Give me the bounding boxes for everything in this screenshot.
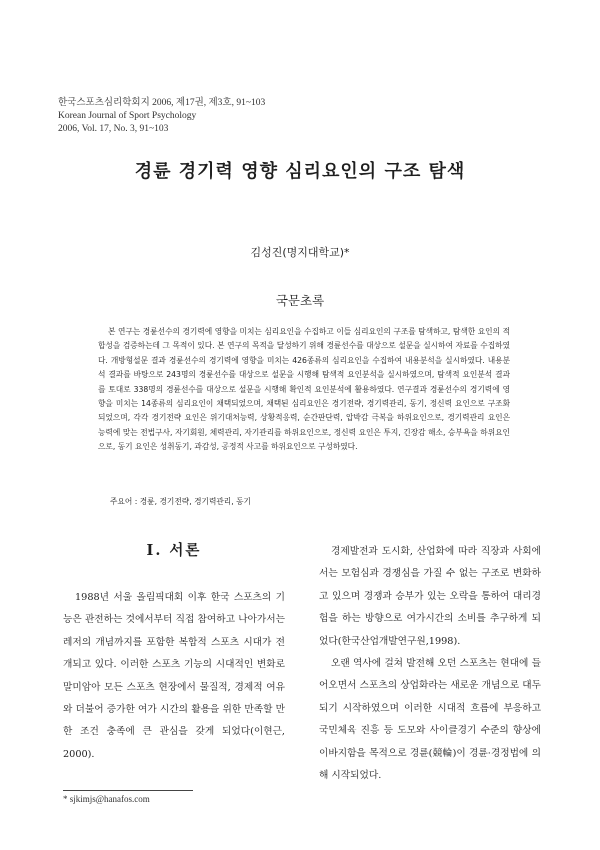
footnote-email: * sjkimjs@hanafos.com xyxy=(63,794,150,804)
intro-paragraph-2: 경제발전과 도시화, 산업화에 따라 직장과 사회에서는 모험심과 경쟁심을 가질 수 없는 구조로 변화하고 있으며 경쟁과 승부가 있는 오락을 통하여 대리경험을 하는 방향으로 여가시간의 소비를 추구하게 되었다(한국산업개발연구원,1998). xyxy=(319,546,541,647)
journal-volume-line: 2006, Vol. 17, No. 3, 91~103 xyxy=(58,124,169,134)
keywords: 주요어 : 경륜, 경기전략, 경기력관리, 동기 xyxy=(110,497,251,506)
right-column xyxy=(319,541,541,787)
intro-paragraph-1: 1988년 서울 올림픽대회 이후 한국 스포츠의 기능은 관전하는 것에서부터 직접 참여하고 나아가서는 레저의 개념까지를 포함한 복합적 스포츠 시대가 전개되고 있다. 이러한 스포츠 기능의 시대적인 변화로 말미암아 모든 스포츠 현장에서 물질적, 경제적 여유와 더불어 증가한 여가 시간의 활용을 위한 만족할 만한 조건 충족에 큰 관심을 갖게 되었다(이현근, 2000). xyxy=(63,592,285,760)
intro-paragraph-3: 오랜 역사에 걸쳐 발전해 오던 스포츠는 현대에 들어오면서 스포츠의 상업화라는 새로운 개념으로 대두되기 시작하였으며 이러한 시대적 흐름에 부응하고 국민체육 진흥 등 도모와 사이클경기 수준의 향상에 이바지함을 목적으로 경륜(競輪)이 경륜·경정법에 의해 시작되었다. xyxy=(319,658,541,782)
paper-title: 경륜 경기력 영향 심리요인의 구조 탐색 xyxy=(134,161,466,182)
abstract-body: 본 연구는 경륜선수의 경기력에 영향을 미치는 심리요인을 수집하고 이들 심리요인의 구조를 탐색하고, 탐색한 요인의 적합성을 검증하는데 그 목적이 있다. 본 연구의 목적을 달성하기 위해 경륜선수를 대상으로 설문을 실시하여 자료를 수집하였다. 개방형설문 결과 경륜선수의 경기력에 영향을 미치는 426종류의 심리요인을 수집하여 내용분석을 실시하였다. 내용분석 결과를 바탕으로 243명의 경륜선수를 대상으로 설문을 시행해 탐색적 요인분석을 실시하였으며, 탐색적 요인분석 결과를 토대로 338명의 경륜선수를 대상으로 설문을 시행해 확인적 요인분석에 활용하였다. 연구결과 경륜선수의 경기력에 영향을 미치는 14종류의 심리요인이 채택되었으며, 채택된 심리요인은 경기전략, 경기력관리, 동기, 정신력 요인으로 구조화되었으며, 각각 경기전략 요인은 위기대처능력, 상황적응력, 순간판단력, 압박감 극복을 하위요인으로, 경기력관리 요인은 능력에 맞는 전법구사, 자기회원, 체력관리, 자기관리를 하위요인으로, 정신력 요인은 투지, 긴장감 해소, 승부욕을 하위요인으로, 동기 요인은 성취동기, 과감성, 공정적 사고를 하위요인으로 구성하였다. xyxy=(98,327,510,452)
footnote-divider xyxy=(63,790,193,791)
author: 김성진(명지대학교)* xyxy=(250,246,350,259)
journal-info xyxy=(58,97,265,136)
abstract-heading: 국문초록 xyxy=(275,293,325,308)
left-column xyxy=(63,540,285,766)
section-heading: Ⅰ. 서론 xyxy=(146,542,202,559)
journal-korean-line: 한국스포츠심리학회지 2006, 제17권, 제3호, 91~103 xyxy=(58,98,266,108)
journal-english-name: Korean Journal of Sport Psychology xyxy=(58,111,197,121)
